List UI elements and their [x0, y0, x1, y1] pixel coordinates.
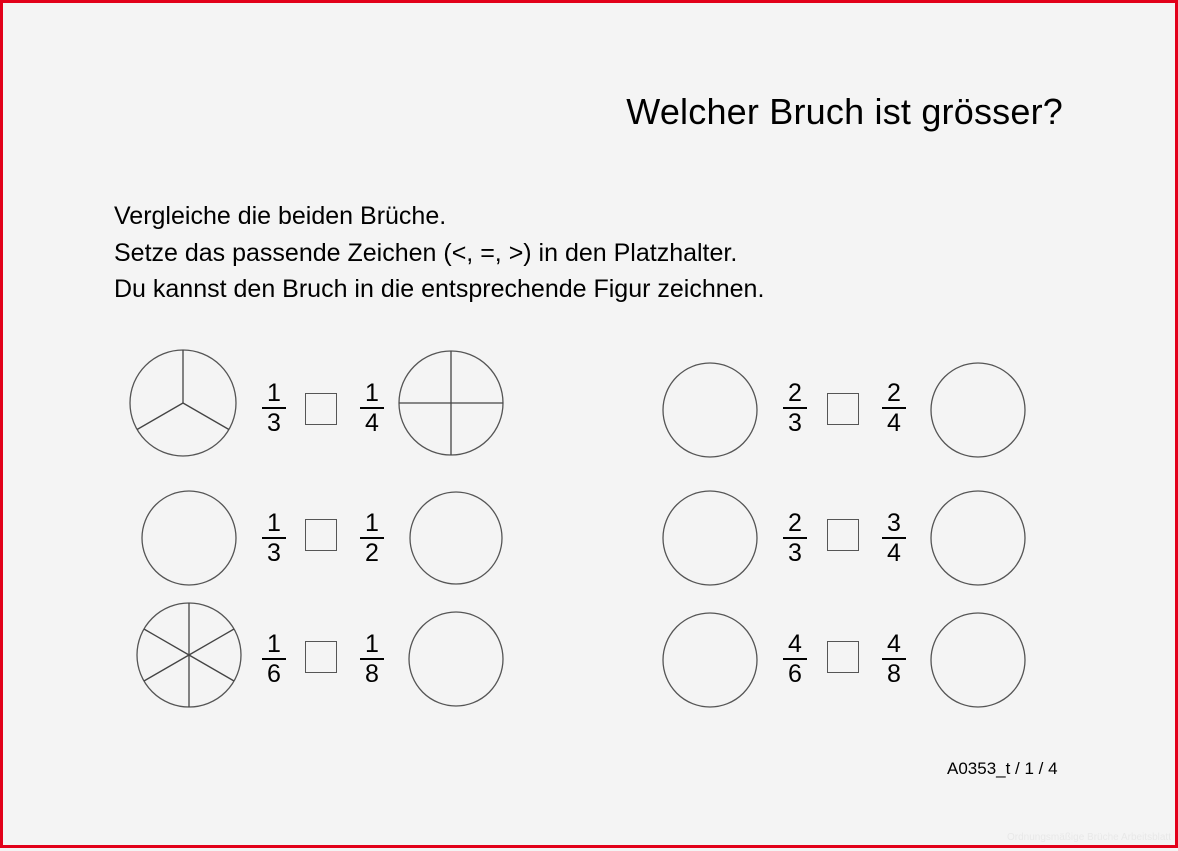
- denominator: 3: [788, 409, 802, 437]
- worksheet-code: A0353_t / 1 / 4: [947, 759, 1058, 778]
- denominator: 3: [267, 409, 281, 437]
- watermark: Ordnungsmäßige Brüche Arbeitsblatt: [1007, 832, 1171, 843]
- denominator: 6: [267, 660, 281, 688]
- denominator: 4: [887, 409, 901, 437]
- numerator: 1: [360, 381, 384, 409]
- instruction-line-2: Setze das passende Zeichen (<, =, >) in den Platzhalter.: [114, 238, 738, 267]
- fraction-ex1-right: [360, 381, 384, 436]
- numerator: 2: [882, 381, 906, 409]
- numerator: 4: [882, 632, 906, 660]
- answer-box-ex5[interactable]: [827, 519, 859, 551]
- numerator: 1: [262, 632, 286, 660]
- fraction-ex1-left: [262, 381, 286, 436]
- numerator: 1: [262, 511, 286, 539]
- denominator: 4: [887, 539, 901, 567]
- answer-box-ex3[interactable]: [305, 641, 337, 673]
- denominator: 8: [365, 660, 379, 688]
- instruction-line-1: Vergleiche die beiden Brüche.: [114, 202, 447, 230]
- instruction-line-3: Du kannst den Bruch in die entsprechende Figur zeichnen.: [114, 275, 765, 303]
- denominator: 4: [365, 409, 379, 437]
- exercise-area: [3, 3, 1178, 851]
- numerator: 4: [783, 632, 807, 660]
- denominator: 8: [887, 660, 901, 688]
- numerator: 1: [360, 511, 384, 539]
- fraction-ex2-right: [360, 511, 384, 566]
- page-title: Welcher Bruch ist grösser?: [626, 91, 1063, 132]
- answer-box-ex2[interactable]: [305, 519, 337, 551]
- fraction-ex5-left: [783, 511, 807, 566]
- fraction-ex4-right: [882, 381, 906, 436]
- fraction-ex2-left: [262, 511, 286, 566]
- numerator: 2: [783, 381, 807, 409]
- fraction-ex4-left: [783, 381, 807, 436]
- answer-box-ex6[interactable]: [827, 641, 859, 673]
- fraction-ex3-left: [262, 632, 286, 687]
- numerator: 3: [882, 511, 906, 539]
- denominator: 3: [788, 539, 802, 567]
- numerator: 2: [783, 511, 807, 539]
- numerator: 1: [360, 632, 384, 660]
- numerator: 1: [262, 381, 286, 409]
- fraction-ex6-left: [783, 632, 807, 687]
- answer-box-ex1[interactable]: [305, 393, 337, 425]
- fraction-ex6-right: [882, 632, 906, 687]
- answer-box-ex4[interactable]: [827, 393, 859, 425]
- fraction-ex5-right: [882, 511, 906, 566]
- denominator: 3: [267, 539, 281, 567]
- denominator: 2: [365, 539, 379, 567]
- fraction-ex3-right: [360, 632, 384, 687]
- denominator: 6: [788, 660, 802, 688]
